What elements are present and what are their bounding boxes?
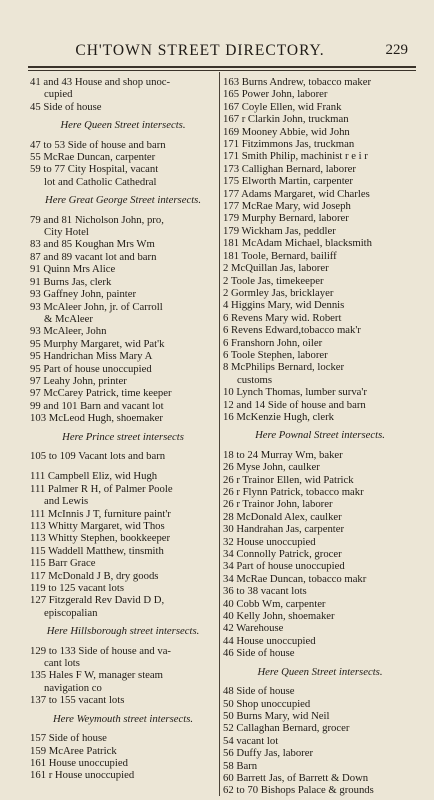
entry-line: 93 McAleer, John [30,325,107,338]
directory-entry [30,387,216,399]
entry-line: 56 Duffy Jas, laborer [223,747,314,760]
directory-entry [223,337,417,349]
entry-line: 10 Lynch Thomas, lumber surva'r [223,386,367,399]
directory-entry [223,287,417,299]
entry-line: 97 Leahy John, printer [30,374,127,387]
entry-line: 62 to 70 Bishops Palace & grounds [223,784,374,797]
entry-line: 6 Revens Edward,tobacco mak'r [223,324,361,337]
directory-entry [223,299,417,311]
directory-entry [30,263,216,275]
directory-entry [223,772,417,784]
directory-entry [30,400,216,412]
page-number: 229 [385,42,408,58]
directory-entry [223,275,417,287]
directory-entry [30,151,216,163]
directory-entry [30,508,216,520]
directory-entry [223,324,417,336]
directory-entry [223,163,417,175]
entry-line: 165 Power John, laborer [223,88,328,101]
entry-line: 54 vacant lot [223,734,279,747]
entry-line: 16 McKenzie Hugh, clerk [223,410,334,423]
entry-line: 105 to 109 Vacant lots and barn [30,449,166,462]
entry-line: 60 Barrett Jas, of Barrett & Down [223,771,369,784]
entry-line: 59 to 77 City Hospital, vacant [30,163,159,176]
directory-entry [30,76,216,101]
entry-line: 173 Callighan Bernard, laborer [223,162,356,175]
entry-line: 12 and 14 Side of house and barn [223,398,366,411]
entry-line: 26 Myse John, caulker [223,461,320,474]
directory-entry [223,188,417,200]
entry-line: 181 McAdam Michael, blacksmith [223,237,372,250]
entry-line: 2 McQuillan Jas, laborer [223,262,329,275]
entry-line: 169 Mooney Abbie, wid John [223,125,350,138]
directory-entry [223,212,417,224]
directory-entry [30,363,216,375]
entry-continuation: cupied [44,88,73,101]
directory-entry [223,523,417,535]
entry-line: 47 to 53 Side of house and barn [30,138,166,151]
directory-entry [30,757,216,769]
entry-line: 103 McLeod Hugh, shoemaker [30,412,163,425]
directory-entry [223,76,417,88]
directory-entry [30,288,216,300]
directory-entry [223,250,417,262]
directory-entry [223,175,417,187]
entry-line: 95 Murphy Margaret, wid Pat'k [30,337,165,350]
entry-line: 91 Quinn Mrs Alice [30,263,116,276]
entry-line: 26 r Flynn Patrick, tobacco makr [223,486,364,498]
directory-entry [223,113,417,125]
directory-entry [30,139,216,151]
directory-entry [223,760,417,772]
directory-entry [30,545,216,557]
entry-line: 48 Side of house [223,685,295,698]
entry-line: 42 Warehouse [223,622,284,635]
directory-entry [223,126,417,138]
entry-continuation: episcopalian [44,606,98,619]
directory-entry [223,150,417,162]
entry-line: 161 House unoccupied [30,756,128,769]
entry-line: 40 Kelly John, shoemaker [223,610,335,623]
directory-entry [30,570,216,582]
directory-entry [223,498,417,510]
directory-entry [223,784,417,796]
entry-continuation: cant lots [44,657,80,670]
directory-entry [30,301,216,326]
directory-entry [223,560,417,572]
entry-line: 119 to 125 vacant lots [30,582,124,595]
entry-line: 6 Revens Mary wid. Robert [223,311,342,324]
section-heading: Here Weymouth street intersects. [52,712,194,725]
entry-line: 26 r Trainor Ellen, wid Patrick [223,473,354,486]
entry-line: 41 and 43 House and shop unoc- [30,76,171,88]
entry-line: 93 Gaffney John, painter [30,288,137,301]
entry-line: 175 Elworth Martin, carpenter [223,175,353,188]
entry-line: 30 Handrahan Jas, carpenter [223,523,345,536]
directory-entry [30,594,216,619]
directory-entry [223,573,417,585]
entry-line: 93 McAleer John, jr. of Carroll [30,300,163,313]
entry-line: 8 McPhilips Bernard, locker [223,361,345,374]
directory-entry [30,470,216,482]
directory-entry [223,747,417,759]
directory-entry [30,732,216,744]
directory-entry [223,685,417,697]
directory-entry [30,745,216,757]
entry-line: 26 r Trainor John, laborer [223,498,333,511]
directory-entry [223,262,417,274]
directory-entry [30,645,216,670]
section-heading: Here Prince street intersects [62,430,184,443]
directory-entry [223,449,417,461]
entry-line: 177 McRae Mary, wid Joseph [223,200,351,213]
directory-entry [30,412,216,424]
entry-line: 45 Side of house [30,100,102,113]
column-divider [219,72,220,796]
entry-line: 177 Adams Margaret, wid Charles [223,187,370,200]
page-header [0,42,434,62]
entry-line: 137 to 155 vacant lots [30,694,125,707]
entry-line: 111 Campbell Eliz, wid Hugh [30,470,158,483]
entry-line: 111 McInnis J T, furniture paint'r [30,507,171,520]
entry-line: 117 McDonald J B, dry goods [30,569,159,582]
directory-entry [30,238,216,250]
entry-line: 2 Toole Jas, timekeeper [223,274,324,287]
directory-entry [223,598,417,610]
entry-line: 157 Side of house [30,732,107,745]
directory-entry [30,520,216,532]
entry-line: 28 McDonald Alex, caulker [223,510,342,523]
entry-line: 167 Coyle Ellen, wid Frank [223,100,342,113]
directory-entry [30,350,216,362]
entry-line: 163 Burns Andrew, tobacco maker [223,76,372,88]
directory-entry [223,101,417,113]
directory-entry [30,694,216,706]
entry-line: 135 Hales F W, manager steam [30,669,163,682]
spacer [30,462,216,470]
running-title: CH'TOWN STREET DIRECTORY. [75,42,325,59]
directory-entry [223,722,417,734]
section-heading: Here Hillsborough street intersects. [46,625,200,638]
directory-entry [223,474,417,486]
directory-entry [30,375,216,387]
entry-line: 95 Part of house unoccupied [30,362,152,375]
directory-entry [223,349,417,361]
entry-line: 115 Waddell Matthew, tinsmith [30,544,164,557]
directory-entry [223,237,417,249]
entry-line: 97 McCarey Patrick, time keeper [30,387,172,400]
directory-entry [223,536,417,548]
directory-entry [30,214,216,239]
entry-line: 32 House unoccupied [223,535,316,548]
directory-entry [30,163,216,188]
entry-line: 50 Shop unoccupied [223,697,311,710]
entry-line: 127 Fitzgerald Rev David D D, [30,594,165,607]
entry-line: 18 to 24 Murray Wm, baker [223,448,343,461]
directory-entry [223,710,417,722]
entry-line: 46 Side of house [223,647,295,660]
entry-line: 179 Murphy Bernard, laborer [223,212,349,225]
left-column [30,76,216,782]
directory-entry [223,312,417,324]
directory-entry [30,325,216,337]
entry-line: 34 Connolly Patrick, grocer [223,548,342,561]
directory-entry [30,669,216,694]
directory-entry [30,251,216,263]
entry-continuation: customs [237,373,273,386]
entry-line: 50 Burns Mary, wid Neil [223,709,330,722]
entry-line: 87 and 89 vacant lot and barn [30,250,157,263]
entry-line: 52 Callaghan Bernard, grocer [223,722,350,735]
entry-line: 6 Franshorn John, oiler [223,336,323,349]
entry-line: 161 r House unoccupied [30,769,135,782]
directory-entry [223,88,417,100]
entry-line: 167 r Clarkin John, truckman [223,113,349,126]
directory-entry [30,450,216,462]
entry-line: 55 McRae Duncan, carpenter [30,151,156,164]
section-heading: Here Great George Street intersects. [44,194,201,207]
directory-entry [223,735,417,747]
directory-entry [223,461,417,473]
header-rule [28,66,416,68]
entry-line: 113 Whitty Stephen, bookkeeper [30,532,171,545]
directory-entry [223,585,417,597]
entry-line: 129 to 133 Side of house and va- [30,644,171,657]
entry-line: 2 Gormley Jas, bricklayer [223,286,334,299]
entry-line: 44 House unoccupied [223,634,316,647]
entry-line: 58 Barn [223,759,258,772]
entry-line: 40 Cobb Wm, carpenter [223,597,326,610]
directory-entry [223,610,417,622]
directory-entry [30,557,216,569]
entry-line: 115 Barr Grace [30,557,96,570]
entry-line: 83 and 85 Koughan Mrs Wm [30,238,155,251]
entry-line: 179 Wickham Jas, peddler [223,224,336,237]
directory-entry [223,399,417,411]
directory-entry [30,582,216,594]
directory-entry [30,483,216,508]
directory-entry [223,486,417,498]
directory-entry [223,386,417,398]
entry-line: 113 Whitty Margaret, wid Thos [30,520,165,532]
entry-continuation: City Hotel [44,226,89,239]
entry-line: 171 Fitzimmons Jas, truckman [223,138,355,151]
directory-entry [223,511,417,523]
directory-entry [223,411,417,423]
directory-entry [30,769,216,781]
section-heading: Here Queen Street intersects. [60,119,186,132]
entry-continuation: & McAleer [44,312,93,325]
entry-line: 111 Palmer R H, of Palmer Poole [30,482,173,495]
directory-entry [223,622,417,634]
entry-line: 159 McAree Patrick [30,744,117,757]
directory-entry [223,548,417,560]
entry-continuation: and Lewis [44,495,89,508]
directory-entry [223,200,417,212]
entry-line: 34 Part of house unoccupied [223,560,345,573]
entry-line: 95 Handrichan Miss Mary A [30,350,153,363]
section-heading: Here Queen Street intersects. [257,665,383,678]
entry-line: 4 Higgins Mary, wid Dennis [223,299,345,312]
entry-line: 171 Smith Philip, machinist r e i r [223,150,368,163]
entry-line: 181 Toole, Bernard, bailiff [223,249,337,262]
directory-entry [223,361,417,386]
directory-entry [30,276,216,288]
directory-entry [223,225,417,237]
entry-line: 34 McRae Duncan, tobacco makr [223,572,367,585]
header-rule-thin [28,70,416,71]
entry-continuation: navigation co [44,681,102,694]
section-heading: Here Pownal Street intersects. [255,429,385,442]
entry-line: 99 and 101 Barn and vacant lot [30,399,164,412]
entry-continuation: lot and Catholic Cathedral [44,175,157,188]
entry-line: 79 and 81 Nicholson John, pro, [30,213,164,226]
directory-entry [30,532,216,544]
entry-line: 91 Burns Jas, clerk [30,275,112,288]
directory-entry [223,138,417,150]
entry-line: 36 to 38 vacant lots [223,585,307,598]
directory-entry [30,101,216,113]
entry-line: 6 Toole Stephen, laborer [223,348,328,361]
right-column [223,76,417,797]
directory-entry [223,647,417,659]
directory-entry [223,635,417,647]
directory-entry [30,338,216,350]
directory-entry [223,698,417,710]
